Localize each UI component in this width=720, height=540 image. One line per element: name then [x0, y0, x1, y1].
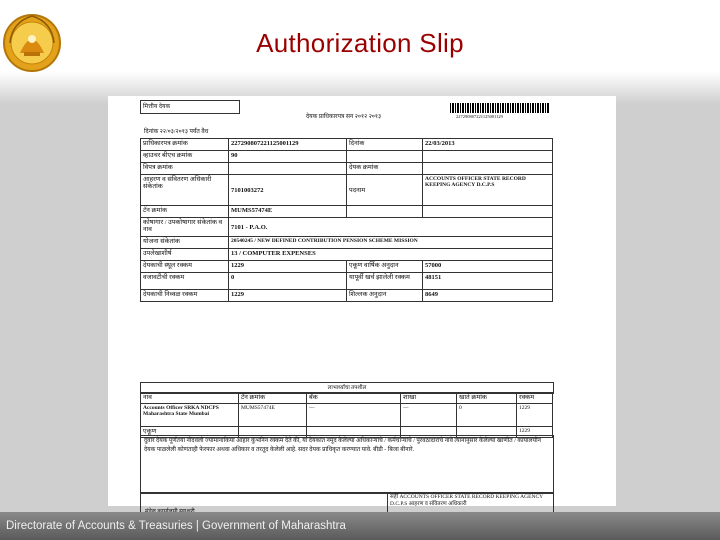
scheme-label: योजना संकेतांक: [141, 237, 229, 249]
gross-label: देयकाची स्थूल रक्कम: [141, 261, 229, 273]
budget-label: एकूण वार्षिक अनुदान: [347, 261, 423, 273]
payee-account: 0: [457, 404, 517, 427]
footer-text: Directorate of Accounts & Treasuries | Government of Maharashtra: [6, 520, 346, 532]
payee-name: Accounts Officer SRKA NDCPS Maharashtra State Mumbai: [141, 404, 239, 427]
footer-bar: [0, 512, 720, 540]
empty-cell: [423, 163, 553, 175]
date-value: 22/03/2013: [423, 139, 553, 151]
payee-bank: —: [307, 404, 401, 427]
payee-branch: —: [401, 404, 457, 427]
balance-value: 8649: [423, 290, 553, 302]
prev-label: यापूर्वी खर्च झालेली रक्कम: [347, 273, 423, 290]
total-label: एकूण: [141, 427, 239, 438]
bill-details-table: [140, 138, 553, 302]
payee-table: [140, 392, 553, 438]
payee-header-name: नाव: [141, 393, 239, 404]
auth-no-value: 227290807221125001129: [229, 139, 347, 151]
empty-cell: [347, 151, 423, 163]
treasury-label: कोषागार / उपकोषागार संकेतांक व नाव: [141, 218, 229, 237]
object-label: उपलेखाशीर्ष: [141, 249, 229, 261]
object-value: 13 / COMPUTER EXPENSES: [229, 249, 553, 261]
date-label: दिनांक: [347, 139, 423, 151]
voucher-label: व्हाउचर बीएच क्रमांक: [141, 151, 229, 163]
deduct-label: वजावटीची रक्कम: [141, 273, 229, 290]
drawer-code: 7101003272: [229, 175, 347, 206]
empty-cell: [423, 151, 553, 163]
net-label: देयकाची निव्वळ रक्कम: [141, 290, 229, 302]
gross-value: 1229: [229, 261, 347, 273]
barcode: [450, 103, 550, 113]
office-label: पदनाम: [347, 175, 423, 206]
payee-amount: 1229: [517, 404, 553, 427]
document-validity-date: दिनांक २२/०३/२०१३ पर्यंत वैध: [144, 129, 209, 135]
empty-cell: [229, 163, 347, 175]
voucher-value: 90: [229, 151, 347, 163]
treasury-value: 7101 - P.A.O.: [229, 218, 553, 237]
payee-tan: MUMS57474E: [239, 404, 307, 427]
empty-cell: [423, 206, 553, 218]
auth-no-label: प्राधिकारपत्र क्रमांक: [141, 139, 229, 151]
document-header-label: मित्तीय देयक: [140, 100, 240, 114]
payee-header-amount: रक्कम: [517, 393, 553, 404]
signature-right-label: सही ACCOUNTS OFFICER STATE RECORD KEEPING AGENCY D.C.P.S आहरण व संवितरण अधिकारी: [387, 493, 551, 521]
payee-section-heading: लाभार्थ्यांचा तपशील: [140, 382, 554, 394]
budget-value: 57000: [423, 261, 553, 273]
payee-header-bank: बँक: [307, 393, 401, 404]
deduct-value: 0: [229, 273, 347, 290]
office-value: ACCOUNTS OFFICER STATE RECORD KEEPING AGENCY D.C.P.S: [423, 175, 553, 206]
payee-header-account: खाते क्रमांक: [457, 393, 517, 404]
balance-label: शिल्लक अनुदान: [347, 290, 423, 302]
document-header-title: देयक प्राधिकारपत्र सन २०१२ २०१३: [306, 114, 382, 120]
tan-label: टॅन क्रमांक: [141, 206, 229, 218]
tan-value: MUMS57474E: [229, 206, 347, 218]
drawer-label: आहरण व संवितरण अधिकारी संकेतांक: [141, 175, 229, 206]
slide-title: Authorization Slip: [256, 28, 464, 58]
prev-value: 48151: [423, 273, 553, 290]
empty-cell: [347, 206, 423, 218]
certificate-text: दुवार देयक पूर्णतया नोंदवली ज्यामानाकिया आहार कुंभनिन रक्कम देते की, या देयकात नमूद केलेल्या अधिकाऱ्यांचे / कर्मचाऱ्यांचे / पुरवठादाराचे नावे त्यानानुसार केलेल्या खाणीत / कायालयीन देयक पाळलेली कोणताही फेरफार अथवा अधिकार व तरतूद केलेली आहे. सदर देयक प्राधिकृत करण्यात यावे. बीडी - बिजा बीनारे.: [140, 435, 554, 494]
total-value: 1229: [517, 427, 553, 438]
payee-header-tan: टॅन क्रमांक: [239, 393, 307, 404]
bill-no-label: विपत्र क्रमांक: [141, 163, 229, 175]
net-value: 1229: [229, 290, 347, 302]
scheme-value: 20540245 / NEW DEFINED CONTRIBUTION PENSION SCHEME MISSION: [229, 237, 553, 249]
payee-header-branch: शाखा: [401, 393, 457, 404]
barcode-number: 227290807221125001129: [456, 114, 503, 119]
dlo-label: देयक क्रमांक: [347, 163, 423, 175]
